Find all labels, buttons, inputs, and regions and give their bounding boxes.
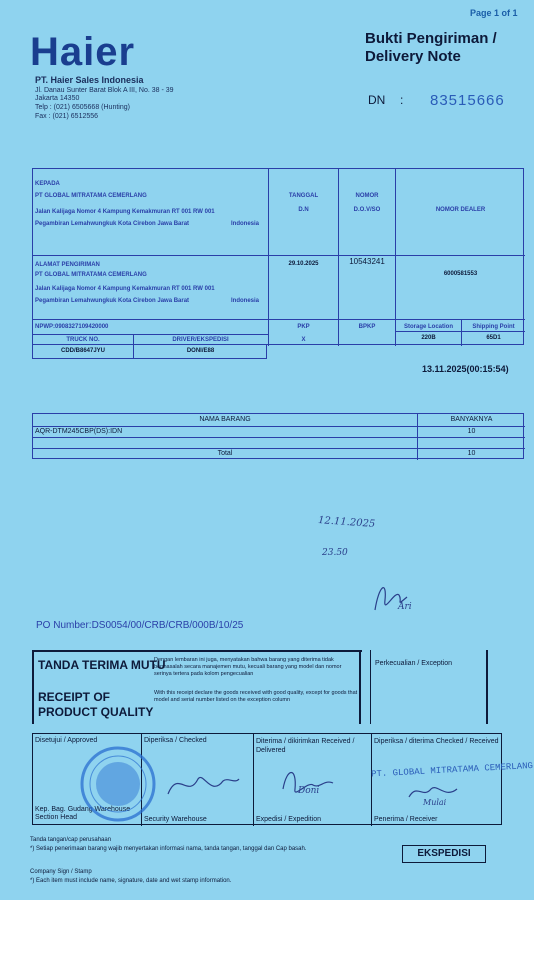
col-nama-barang: NAMA BARANG (199, 416, 251, 423)
date-value: 29.10.2025 (288, 261, 319, 267)
truck-value: CDD/B8647JYU (60, 348, 106, 354)
document-title (365, 30, 525, 66)
divider (396, 331, 525, 332)
company-stamp-graphic (73, 742, 163, 824)
driver-value: DONI/E88 (186, 348, 215, 354)
copy-type-label: EKSPEDISI (402, 845, 486, 863)
tanda-terima-text: Dengan lembaran ini juga, menyatakan bahwa barang yang diterima tidak bermasalah secara manajemen mutu, kecuali barang yang model dan nomor serinya tertera pada kolom pengecualian (154, 657, 342, 677)
tanggal-header: TANGGAL (288, 193, 319, 199)
npwp: NPWP:0908327109420000 (35, 324, 109, 330)
receipt-text: With this receipt declare the goods received with good quality, except for goods that model and serial number listed on the exception column (154, 690, 358, 703)
storage-header: Storage Location (403, 324, 453, 330)
dn-label: DN (368, 93, 386, 107)
title-en: Delivery Note (365, 48, 461, 65)
bracket (355, 650, 361, 724)
security-label: Security Warehouse (144, 816, 207, 823)
ship-address: Pegambiran Lemahwungkuk Kota Cirebon Jawa Barat (35, 298, 190, 304)
expedition-label: Expedisi / Expedition (256, 816, 321, 823)
col-line (253, 734, 254, 826)
handwritten-mulai: Mulai (423, 798, 447, 807)
printed-timestamp: 13.11.2025(00:15:54) (422, 364, 509, 374)
divider (33, 448, 525, 449)
dealer-header: NOMOR DEALER (435, 207, 486, 213)
tanda-terima-title: TANDA TERIMA MUTU (38, 658, 166, 672)
checked-signature (163, 759, 243, 809)
checked-label: Diperiksa / Checked (144, 737, 207, 744)
handwritten-doni: Doni (298, 786, 320, 796)
col-banyaknya: BANYAKNYA (450, 416, 493, 423)
shipping-value: 65D1 (486, 335, 501, 341)
consignee-table (32, 168, 524, 345)
ship-address: Jalan Kalijaga Nomor 4 Kampung Kemakmuran RT 001 RW 001 (35, 286, 215, 292)
dealer-value: 6000581553 (443, 271, 478, 277)
receipt-title: RECEIPT OF PRODUCT QUALITY (38, 690, 154, 719)
driver-header: DRIVER/EKSPEDISI (172, 337, 229, 343)
ship-label: ALAMAT PENGIRIMAN (35, 262, 100, 268)
dn-header: D.N (298, 207, 309, 213)
truck-row (32, 345, 267, 359)
received-label: Diperiksa / diterima Checked / Received (374, 738, 499, 745)
footer-line: Company Sign / Stamp (30, 869, 92, 875)
kepada-label: KEPADA (35, 181, 60, 187)
footer-line: *) Each item must include name, signature, date and wet stamp information. (30, 878, 232, 884)
storage-value: 220B (421, 335, 436, 341)
ship-country: Indonesia (231, 298, 260, 304)
approved-label: Disetujui / Approved (35, 737, 98, 744)
company-address-line: Jl. Danau Sunter Barat Blok A III, No. 38 - 39 (35, 87, 174, 94)
shipping-header: Shipping Point (472, 324, 515, 330)
dn-number: 83515666 (430, 92, 505, 109)
receipt-block (32, 650, 362, 724)
divider (33, 426, 525, 427)
bpkp-header: BPKP (358, 324, 376, 330)
truck-header: TRUCK NO. (66, 337, 100, 343)
handwritten-time: 23.50 (322, 548, 348, 558)
divider (33, 437, 525, 438)
handwritten-date: 12.11.2025 (317, 515, 376, 530)
pkp-header: PKP (297, 324, 310, 330)
title-id: Bukti Pengiriman / (365, 30, 497, 47)
dovso-header: D.O.V/SO (353, 207, 381, 213)
pkp-x: X (301, 337, 306, 343)
handwritten-name: Ari (398, 602, 412, 612)
item-qty: 10 (467, 428, 476, 435)
company-phone: Telp : (021) 6505668 (Hunting) (35, 104, 130, 111)
nomor-value: 10543241 (349, 257, 385, 266)
delivered-label: Diterima / dikirimkan Received / Delivered (256, 738, 355, 754)
company-address-line: Jakarta 14350 (35, 95, 80, 102)
items-table (32, 413, 524, 459)
signature-grid (32, 733, 534, 825)
item-name: AQR-DTM245CBP(DS):IDN (35, 428, 123, 435)
signature-scribble (365, 575, 420, 620)
total-label: Total (217, 450, 233, 457)
total-qty: 10 (467, 450, 476, 457)
exception-label: Perkecualian / Exception (375, 660, 453, 667)
haier-logo: Haier (30, 30, 136, 74)
nomor-header: NOMOR (355, 193, 379, 199)
consignee-address: Jalan Kalijaga Nomor 4 Kampung Kemakmuran RT 001 RW 001 (35, 209, 215, 215)
footer-line: Tanda tangan/cap perusahaan (30, 837, 112, 843)
divider (33, 319, 525, 320)
col-line (371, 734, 372, 826)
col-line (395, 169, 396, 346)
ship-name: PT GLOBAL MITRATAMA CEMERLANG (35, 272, 147, 278)
receiver-label: Penerima / Receiver (374, 816, 438, 823)
warehouse-label: Kep. Bag. Gudang Warehouse Section Head (35, 806, 131, 821)
po-number: PO Number:DS0054/00/CRB/CRB/000B/10/25 (36, 620, 244, 631)
consignee-name: PT GLOBAL MITRATAMA CEMERLANG (35, 193, 147, 199)
footer-line: *) Setiap penerimaan barang wajib menyertakan informasi nama, tanda tangan, tanggal dan Cap basah. (30, 846, 307, 852)
exception-box (370, 650, 488, 724)
company-fax: Fax : (021) 6512556 (35, 113, 99, 120)
divider (33, 255, 525, 256)
dn-colon: : (400, 93, 404, 107)
delivered-signature (273, 759, 343, 804)
consignee-address: Pegambiran Lemahwungkuk Kota Cirebon Jawa Barat (35, 221, 190, 227)
company-name: PT. Haier Sales Indonesia (35, 75, 144, 85)
page-number: Page 1 of 1 (470, 8, 518, 18)
receiver-stamp: PT. GLOBAL MITRATAMA CEMERLANG (370, 760, 534, 780)
consignee-country: Indonesia (231, 221, 260, 227)
